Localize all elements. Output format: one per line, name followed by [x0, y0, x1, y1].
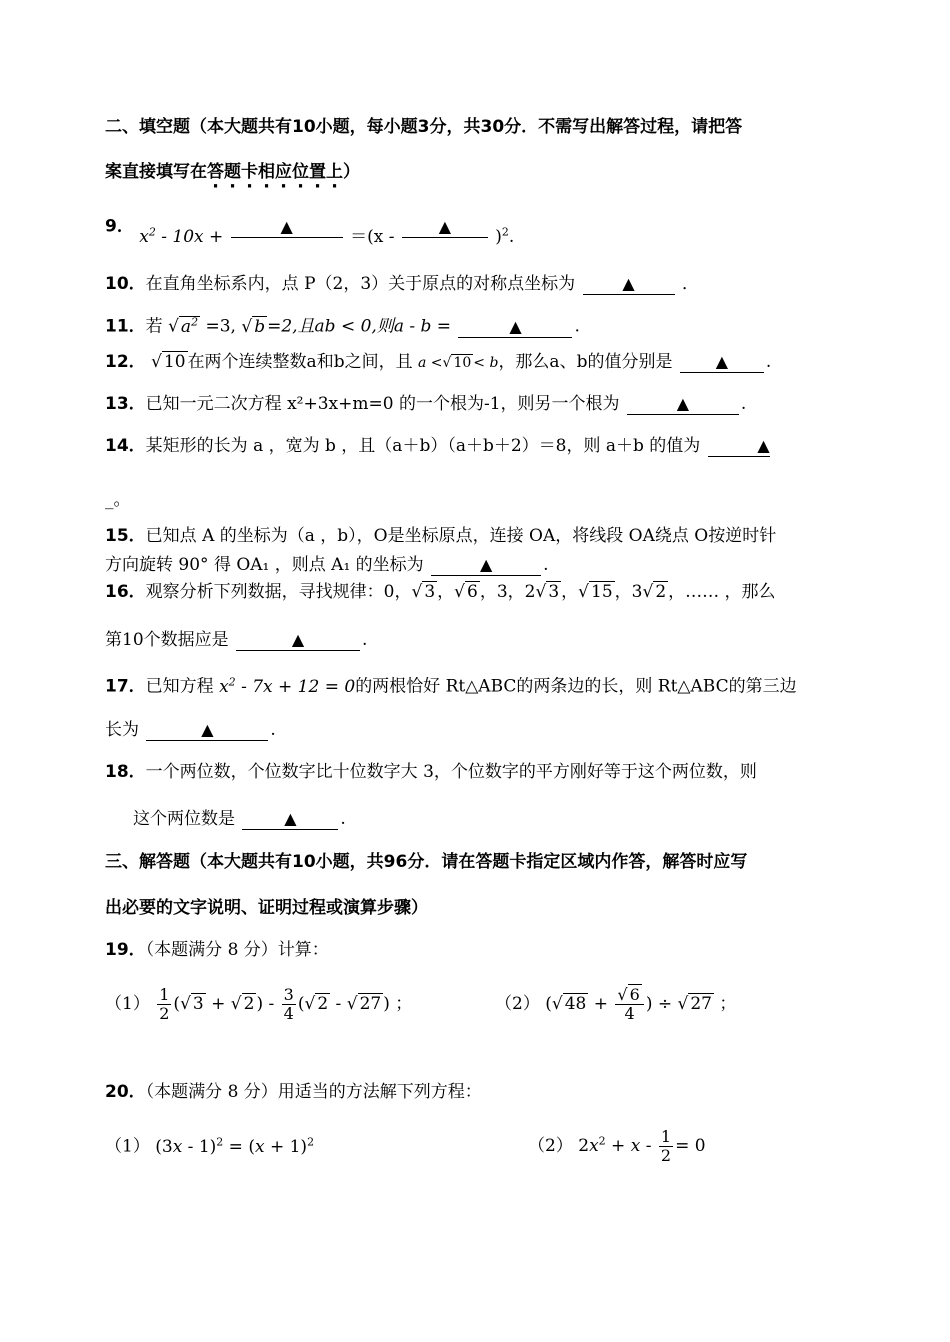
- question-14: [105, 434, 850, 458]
- triangle-icon: ▲: [284, 809, 297, 828]
- question-text: 一个两位数，个位数字比十位数字大 3，个位数字的平方刚好等于这个两位数，则: [145, 762, 757, 782]
- emphasis-char: 题: [224, 162, 241, 182]
- question-16-line2: 第10个数据应是 ▲ .: [105, 630, 368, 650]
- question-number: 10．: [105, 274, 146, 294]
- emphasis-char: 置: [309, 162, 326, 182]
- sqrt-b: √ b: [241, 316, 266, 337]
- question-number: 16．: [105, 582, 146, 602]
- triangle-icon: ▲: [715, 352, 729, 371]
- question-text: 方向旋转 90° 得 OA₁ ，则点 A₁ 的坐标为: [105, 555, 424, 575]
- answer-blank-q14[interactable]: [708, 436, 770, 457]
- question-number: 17．: [105, 676, 146, 697]
- question-13: 13．已知一元二次方程 x²+3x+m=0 的一个根为-1，则另一个根为 ▲ .: [105, 394, 747, 414]
- sqrt-10-inline: √ 10: [442, 355, 472, 371]
- part-label: （2）: [495, 994, 540, 1014]
- question-text: 在直角坐标系内，点 P（2，3）关于原点的对称点坐标为: [145, 274, 576, 294]
- emphasis-char: 位: [292, 162, 309, 182]
- question-text: （本题满分 8 分）计算：: [145, 940, 329, 960]
- question-text: 已知一元二次方程 x²+3x+m=0 的一个根为-1，则另一个根为: [145, 394, 620, 414]
- section3-heading-line1: [105, 850, 850, 874]
- question-15-line1: [105, 524, 850, 548]
- question-19-part1: （1） $\frac{1}{2}$ (√ 3 + √ 2 ) - $\frac{3}{4}$ (√ 2 - √ 27 ) ；: [105, 985, 413, 1023]
- answer-blank-q17[interactable]: [146, 720, 268, 741]
- question-15-line2: 方向旋转 90° 得 OA₁ ，则点 A₁ 的坐标为 ▲ .: [105, 555, 549, 575]
- triangle-icon: ▲: [291, 630, 305, 649]
- triangle-icon: ▲: [280, 216, 293, 236]
- sqrt-a-squared: √ $a^2$: [168, 315, 199, 337]
- question-text: 已知方程: [145, 676, 214, 697]
- question-18-line1: [105, 760, 850, 784]
- question-17-line1: 17．已知方程 $x^2 - 7x + 12 = 0$的两根恰好 Rt△ABC的两条边的长，则 Rt△ABC的第三边: [105, 675, 797, 697]
- q17-equation: $x^2 - 7x + 12 = 0$: [219, 675, 356, 697]
- sqrt-10: √ 10: [151, 352, 186, 372]
- q9-expr-b: ＝(x -: [350, 226, 395, 247]
- q9-expr-c: )$^2$.: [495, 225, 515, 247]
- question-text: 这个两位数是: [133, 809, 235, 829]
- emphasis-char: 应: [275, 162, 292, 182]
- question-20-part1: （1） $(3x - 1)^2 = (x + 1)^2$: [105, 1135, 315, 1157]
- answer-blank-q18[interactable]: [242, 809, 338, 830]
- section2-heading-text-b: ）: [343, 162, 360, 182]
- question-number: 9．: [105, 216, 134, 237]
- section3-heading-text: 出必要的文字说明、证明过程或演算步骤）: [105, 898, 428, 918]
- section2-heading-line1: [105, 115, 850, 139]
- question-9: [105, 210, 850, 247]
- part-label: （1）: [105, 1136, 150, 1157]
- section2-heading-text-a: 案直接填写在: [105, 162, 207, 182]
- question-text: 第10个数据应是: [105, 630, 229, 650]
- sqrt-3b: √ 3: [535, 582, 560, 602]
- q9-expr: $x^2 - 10x$ +: [139, 225, 224, 247]
- question-20: [105, 1080, 850, 1104]
- question-20-part2: （2） $2x^2 + x$ - $\frac{1}{2}$ = 0: [528, 1127, 706, 1165]
- triangle-icon: ▲: [438, 216, 452, 236]
- answer-blank-q9-1[interactable]: [231, 217, 343, 238]
- emphasis-char: 答: [207, 162, 224, 182]
- answer-blank-q12[interactable]: [680, 352, 764, 373]
- question-text: 观察分析下列数据，寻找规律：0，: [145, 582, 412, 602]
- question-number: 14．: [105, 436, 146, 456]
- sqrt-3: √ 3: [411, 582, 436, 602]
- question-number: 15．: [105, 526, 146, 546]
- part-label: （1）: [105, 994, 150, 1014]
- question-number: 20．: [105, 1082, 146, 1102]
- sqrt-6: √ 6: [454, 582, 478, 602]
- answer-blank-q11[interactable]: [458, 317, 572, 338]
- triangle-icon: ▲: [622, 274, 635, 293]
- question-10: 10．在直角坐标系内，点 P（2，3）关于原点的对称点坐标为 ▲ ．: [105, 274, 699, 294]
- question-number: 12．: [105, 352, 146, 372]
- question-number: 13．: [105, 394, 146, 414]
- sqrt-2: √ 2: [642, 582, 667, 602]
- section2-heading-text: 二、填空题（本大题共有10小题，每小题3分，共30分．不需写出解答过程，请把答: [105, 117, 743, 137]
- question-number: 11．: [105, 316, 146, 337]
- section3-heading-line2: [105, 896, 850, 920]
- answer-blank-q16[interactable]: [236, 630, 360, 651]
- question-12: 12． √ 10 在两个连续整数a和b之间，且 a <√ 10 < b，那么a、b的值分别是 ▲ .: [105, 350, 850, 375]
- emphasis-char: 上: [326, 162, 343, 182]
- triangle-icon: ▲: [201, 720, 214, 739]
- answer-blank-q9-2[interactable]: [402, 217, 488, 238]
- question-number: 19．: [105, 940, 146, 960]
- question-text: 某矩形的长为 a ，宽为 b ，且（a＋b）（a＋b＋2）＝8，则 a＋b 的值为: [145, 436, 701, 456]
- triangle-icon: ▲: [479, 555, 493, 574]
- emphasis-char: 相: [258, 162, 275, 182]
- question-text: （本题满分 8 分）用适当的方法解下列方程：: [145, 1082, 482, 1102]
- question-16-line1: 16．观察分析下列数据，寻找规律：0，√ 3 ，√ 6 ，3，2√ 3 ，√ 15 ，3√ 2 ，…… ，那么: [105, 582, 776, 602]
- answer-blank-q10[interactable]: [583, 274, 675, 295]
- answer-blank-q15[interactable]: [431, 555, 541, 576]
- question-text: 若: [145, 316, 163, 337]
- triangle-icon: ▲: [676, 394, 690, 413]
- triangle-icon: ▲: [757, 436, 770, 455]
- section2-heading-dotted: [207, 162, 343, 182]
- question-19: [105, 938, 850, 962]
- question-11: 11．若 √ $a^2 =3$, √ b =2,且ab < 0,则a - b = ▲ .: [105, 310, 850, 339]
- answer-blank-q13[interactable]: [627, 394, 739, 415]
- question-14-continued: _。: [105, 490, 131, 510]
- question-19-part2: （2） (√ 48 + $\frac{√ 6}{4}$ ) ÷ √ 27 ；: [495, 985, 737, 1023]
- question-text: 已知点 A 的坐标为（a ，b），O是坐标原点，连接 OA，将线段 OA绕点 O按逆时针: [145, 526, 777, 546]
- question-18-line2: 这个两位数是 ▲ .: [133, 809, 346, 829]
- question-text: 在两个连续整数a和b之间，且: [187, 352, 413, 372]
- section3-heading-text: 三、解答题（本大题共有10小题，共96分．请在答题卡指定区域内作答，解答时应写: [105, 852, 748, 872]
- question-text: 长为: [105, 720, 139, 740]
- emphasis-char: 卡: [241, 162, 258, 182]
- part-label: （2）: [528, 1136, 573, 1156]
- question-number: 18．: [105, 762, 146, 782]
- question-17-line2: 长为 ▲ .: [105, 720, 276, 740]
- section2-heading-line2: [105, 160, 850, 184]
- sqrt-15: √ 15: [578, 582, 613, 602]
- triangle-icon: ▲: [509, 316, 522, 336]
